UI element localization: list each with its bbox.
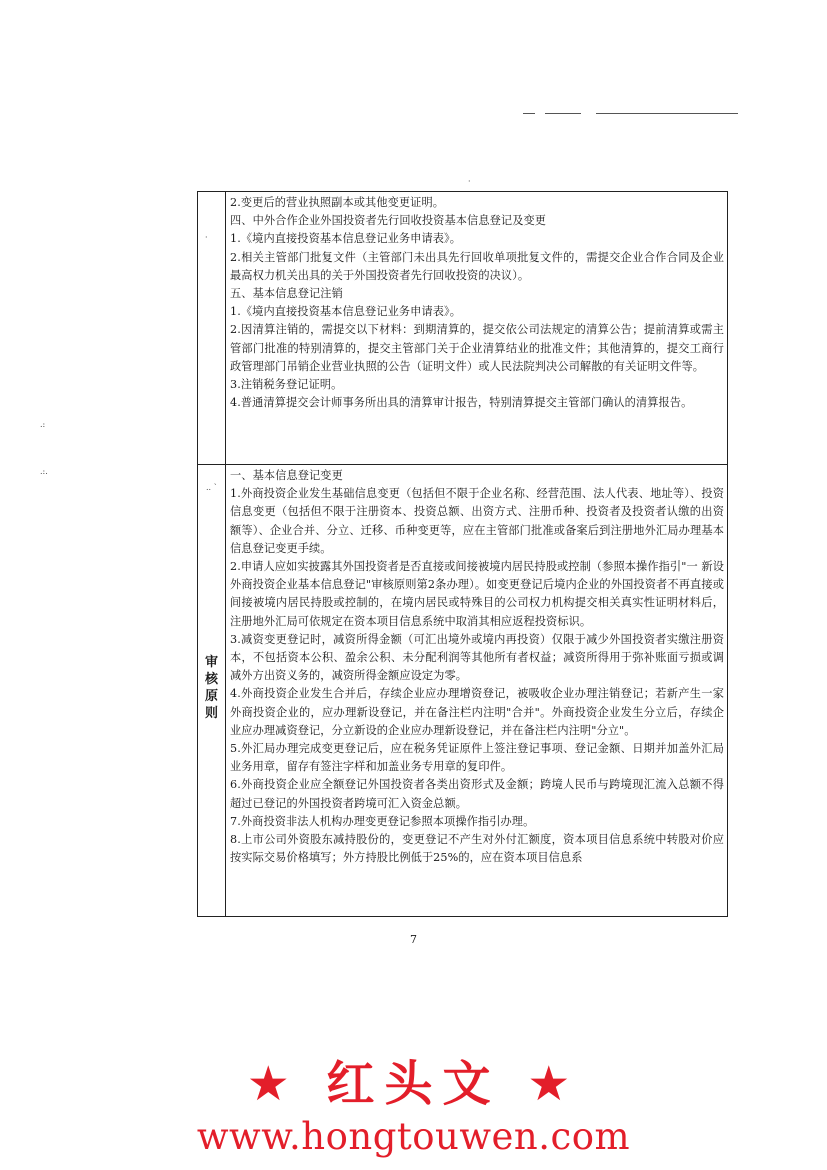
paragraph: 3.注销税务登记证明。 <box>230 378 343 392</box>
header-rule-3 <box>596 113 738 114</box>
scan-speck: .:. <box>40 467 48 476</box>
paragraph: 2.相关主管部门批复文件（主管部门未出具先行回收单项批复文件的，需提交企业合作合同及企业最高权力机关出具的关于外国投资者先行回收投资的决议）。 <box>230 250 724 282</box>
watermark-url: www.hongtouwen.com <box>196 1115 631 1158</box>
review-principles-label <box>198 654 225 722</box>
header-rule-1 <box>523 113 535 114</box>
document-table <box>197 191 728 917</box>
paragraph: 1.外商投资企业发生基础信息变更（包括但不限于企业名称、经营范围、法人代表、地址等）、投资信息变更（包括但不限于注册资本、投资总额、出资方式、注册币种、投资者及投资者认缴的出资额等）、企业合并、分立、迁移、币种变更等，应在主管部门批准或备案后到注册地外汇局办理基本信息登记变更手续。 <box>230 487 724 555</box>
label-char: 审 <box>204 655 218 670</box>
paragraph: 1.《境内直接投资基本信息登记业务申请表》。 <box>230 305 462 319</box>
paragraph: 2.因清算注销的，需提交以下材料：到期清算的，提交依公司法规定的清算公告；提前清算或需主管部门批准的特别清算的，提交主管部门关于企业清算结业的批准文件；其他清算的，提交工商行政管理部门吊销企业营业执照的公告（证明文件）或人民法院判决公司解散的有关证明文件等。 <box>230 323 724 373</box>
paragraph: 5.外汇局办理完成变更登记后，应在税务凭证原件上签注登记事项、登记金额、日期并加盖外汇局业务用章，留存有签注字样和加盖业务专用章的复印件。 <box>230 742 724 774</box>
watermark-logo: ★ 红头文 ★ <box>246 1056 581 1112</box>
page-number: 7 <box>410 933 417 946</box>
paragraph: 4.外商投资企业发生合并后，存续企业应办理增资登记，被吸收企业办理注销登记；若新产生一家外商投资企业的，应办理新设登记，并在备注栏内注明"合并"。外商投资企业发生分立后，存续企业应办理减资登记，分立新设的企业应办理新设登记，并在备注栏内注明"分立"。 <box>230 687 724 737</box>
label-char: 核 <box>204 672 218 687</box>
scan-speck: · <box>468 177 471 186</box>
materials-section <box>230 194 724 412</box>
paragraph: 4.普通清算提交会计师事务所出具的清算审计报告，特别清算提交主管部门确认的清算报告。 <box>230 396 693 410</box>
section-heading: 四、中外合作企业外国投资者先行回收投资基本信息登记及变更 <box>230 214 547 228</box>
column-divider <box>225 192 226 916</box>
paragraph: 8.上市公司外资股东减持股份的，变更登记不产生对外付汇额度，资本项目信息系统中转股对价应按实际交易价格填写；外方持股比例低于25%的，应在资本项目信息系 <box>230 833 724 865</box>
scan-speck: · <box>205 233 208 242</box>
section-heading: 五、基本信息登记注销 <box>230 287 343 301</box>
row-divider <box>198 464 727 465</box>
scan-speck: .. ` <box>206 483 218 492</box>
paragraph: 2.申请人应如实披露其外国投资者是否直接或间接被境内居民持股或控制（参照本操作指引"一 新设外商投资企业基本信息登记"审核原则第2条办理）。如变更登记后境内企业的外国投资者不再直接或间接被境内居民持股或控制的，在境内居民或特殊目的公司权力机构提交相关真实性证明材料后，注册地外汇局可依规定在资本项目信息系统中取消其相应返程投资标识。 <box>230 560 724 628</box>
section-heading: 一、基本信息登记变更 <box>230 469 343 482</box>
review-principles-section <box>230 467 724 867</box>
paragraph: 3.减资变更登记时，减资所得金额（可汇出境外或境内再投资）仅限于减少外国投资者实缴注册资本，不包括资本公积、盈余公积、未分配利润等其他所有者权益；减资所得用于弥补账面亏损或调减外方出资义务的，减资所得金额应设定为零。 <box>230 632 724 683</box>
label-char: 则 <box>204 706 218 721</box>
paragraph: 6.外商投资企业应全额登记外国投资者各类出资形式及金额；跨境人民币与跨境现汇流入总额不得超过已登记的外国投资者跨境可汇入资金总额。 <box>230 778 724 810</box>
header-rule-2 <box>545 113 581 114</box>
scan-speck: .: <box>40 420 46 429</box>
label-char: 原 <box>204 689 218 704</box>
paragraph: 7.外商投资非法人机构办理变更登记参照本项操作指引办理。 <box>230 814 535 828</box>
paragraph: 2.变更后的营业执照副本或其他变更证明。 <box>230 196 445 209</box>
paragraph: 1.《境内直接投资基本信息登记业务申请表》。 <box>230 232 462 246</box>
